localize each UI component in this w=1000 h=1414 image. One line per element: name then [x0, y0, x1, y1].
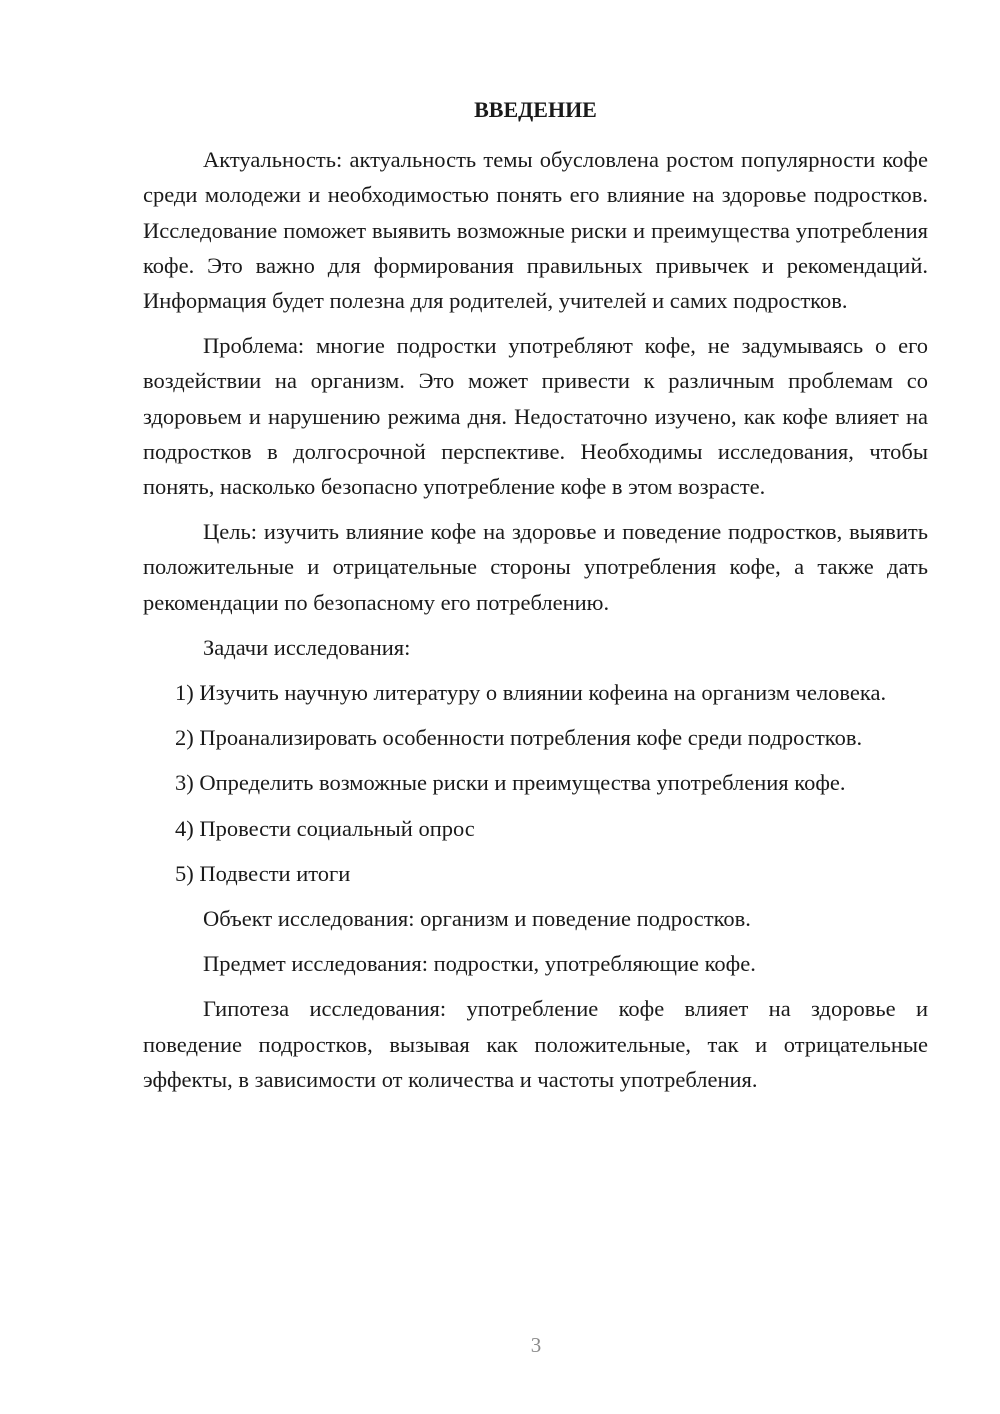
page-number: 3 [530, 1333, 542, 1357]
object-paragraph: Объект исследования: организм и поведение подростков. [203, 906, 751, 932]
tasks-title: Задачи исследования: [203, 634, 411, 660]
task-item-3: 3) Определить возможные риски и преимущества употребления кофе. [175, 770, 846, 796]
task-item-1: 1) Изучить научную литературу о влиянии кофеина на организм человека. [175, 680, 887, 706]
task-item-2: 2) Проанализировать особенности потребления кофе среди подростков. [175, 725, 863, 751]
subject-paragraph: Предмет исследования: подростки, употребляющие кофе. [203, 951, 756, 977]
task-item-4: 4) Провести социальный опрос [175, 815, 475, 841]
relevance-paragraph: Актуальность: актуальность темы обусловлена ростом популярности кофе среди молодежи и необходимостью понять его влияние на здоровье подростков. Исследование поможет выявить возможные риски и преимущества употребления кофе. Это важно для формирования правильных привычек и рекомендаций. Информация будет полезна для родителей, учителей и самих подростков. [143, 147, 928, 314]
section-heading: ВВЕДЕНИЕ [474, 97, 597, 122]
task-item-5: 5) Подвести итоги [175, 860, 351, 886]
problem-paragraph: Проблема: многие подростки употребляют кофе, не задумываясь о его воздействии на организм. Это может привести к различным проблемам со здоровьем и нарушению режима дня. Недостаточно изучено, как кофе влияет на подростков в долгосрочной перспективе. Необходимы исследования, чтобы понять, насколько безопасно употребление кофе в этом возрасте. [143, 333, 928, 500]
goal-paragraph: Цель: изучить влияние кофе на здоровье и поведение подростков, выявить положительные и отрицательные стороны употребления кофе, а также дать рекомендации по безопасному его потреблению. [143, 519, 928, 615]
hypothesis-paragraph: Гипотеза исследования: употребление кофе влияет на здоровье и поведение подростков, вызывая как положительные, так и отрицательные эффекты, в зависимости от количества и частоты употребления. [143, 996, 928, 1092]
page-content [143, 92, 928, 1107]
